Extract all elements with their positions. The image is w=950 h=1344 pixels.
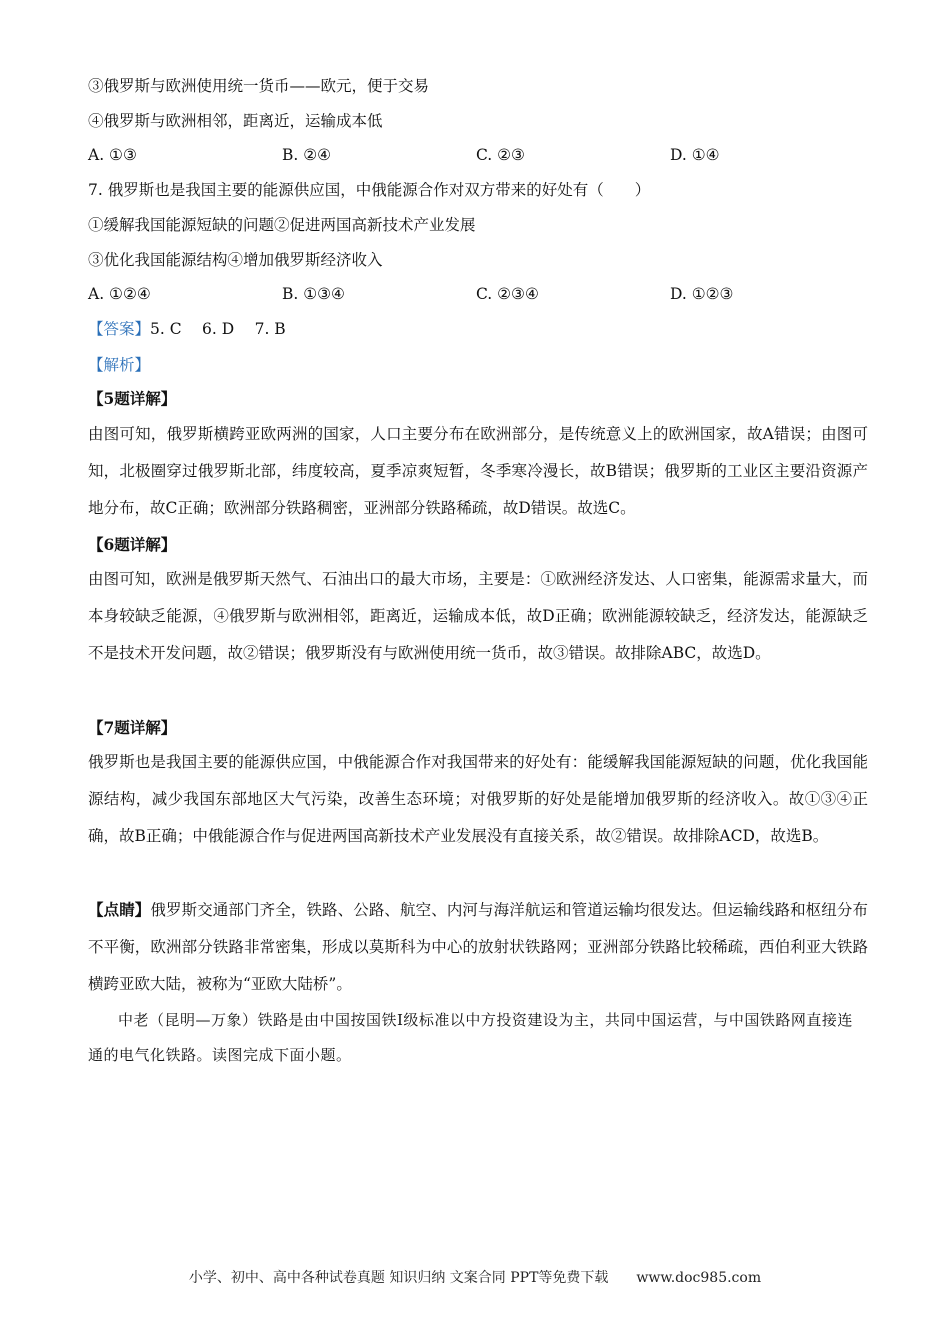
- analysis-label: 【解析】: [88, 356, 151, 374]
- q6-options: [88, 145, 868, 165]
- detail-5-text: 由图可知，俄罗斯横跨亚欧两洲的国家，人口主要分布在欧洲部分，是传统意义上的欧洲国家，故A错误；由图可知，北极圈穿过俄罗斯北部，纬度较高，夏季凉爽短暂，冬季寒冷漫长，故B错误；俄罗斯的工业区主要沿资源产地分布，故C正确；欧洲部分铁路稠密，亚洲部分铁路稀疏，故D错误。故选C。: [88, 425, 868, 517]
- q6-option-c: C. ②③: [476, 146, 525, 164]
- answer-text: 5. C 6. D 7. B: [150, 320, 286, 338]
- q7-option-a: A. ①②④: [88, 285, 151, 303]
- q7-statements-line-1: ①缓解我国能源短缺的问题②促进两国高新技术产业发展: [88, 216, 476, 234]
- detail-6-text: 由图可知，欧洲是俄罗斯天然气、石油出口的最大市场，主要是：①欧洲经济发达、人口密集，能源需求量大，而本身较缺乏能源，④俄罗斯与欧洲相邻，距离近，运输成本低，故D正确；欧洲能源较缺乏，经济发达，能源缺乏不是技术开发问题，故②错误；俄罗斯没有与欧洲使用统一货币，故③错误。故排除ABC，故选D。: [88, 570, 868, 662]
- q6-option-b: B. ②④: [282, 146, 332, 164]
- detail-5-heading: 【5题详解】: [88, 389, 177, 408]
- q7-option-d: D. ①②③: [670, 285, 734, 303]
- comment-paragraph: [88, 891, 868, 1003]
- answer-line: [88, 319, 868, 339]
- comment-label: 【点睛】: [88, 900, 151, 919]
- q7-option-c: C. ②③④: [476, 285, 539, 303]
- q6-option-d: D. ①④: [670, 146, 720, 164]
- q7-stem: 7. 俄罗斯也是我国主要的能源供应国，中俄能源合作对双方带来的好处有（ ）: [88, 181, 651, 199]
- detail-7-text: 俄罗斯也是我国主要的能源供应国，中俄能源合作对我国带来的好处有：能缓解我国能源短缺的问题，优化我国能源结构，减少我国东部地区大气污染，改善生态环境；对俄罗斯的好处是能增加俄罗斯的经济收入。故①③④正确，故B正确；中俄能源合作与促进两国高新技术产业发展没有直接关系，故②错误。故排除ACD，故选B。: [88, 753, 868, 845]
- q6-statement-4: ④俄罗斯与欧洲相邻，距离近，运输成本低: [88, 112, 383, 130]
- comment-text: 俄罗斯交通部门齐全，铁路、公路、航空、内河与海洋航运和管道运输均很发达。但运输线路和枢纽分布不平衡，欧洲部分铁路非常密集，形成以莫斯科为中心的放射状铁路网；亚洲部分铁路比较稀疏，西伯利亚大铁路横跨亚欧大陆，被称为“亚欧大陆桥”。: [88, 901, 868, 993]
- intro-paragraph: 中老（昆明—万象）铁路是由中国按国铁Ⅰ级标准以中方投资建设为主，共同中国运营，与中国铁路网直接连通的电气化铁路。读图完成下面小题。: [88, 1011, 853, 1064]
- q7-statements-line-2: ③优化我国能源结构④增加俄罗斯经济收入: [88, 251, 383, 269]
- detail-7-heading: 【7题详解】: [88, 718, 177, 737]
- analysis-line: [88, 355, 868, 375]
- q7-options: [88, 284, 868, 304]
- q6-option-a: A. ①③: [88, 146, 137, 164]
- q6-statement-3: ③俄罗斯与欧洲使用统一货币——欧元，便于交易: [88, 77, 430, 95]
- detail-6-heading: 【6题详解】: [88, 535, 177, 554]
- q7-option-b: B. ①③④: [282, 285, 345, 303]
- page-footer: 小学、初中、高中各种试卷真题 知识归纳 文案合同 PPT等免费下载 www.doc985.com: [188, 1270, 762, 1286]
- answer-label: 【答案】: [88, 320, 151, 338]
